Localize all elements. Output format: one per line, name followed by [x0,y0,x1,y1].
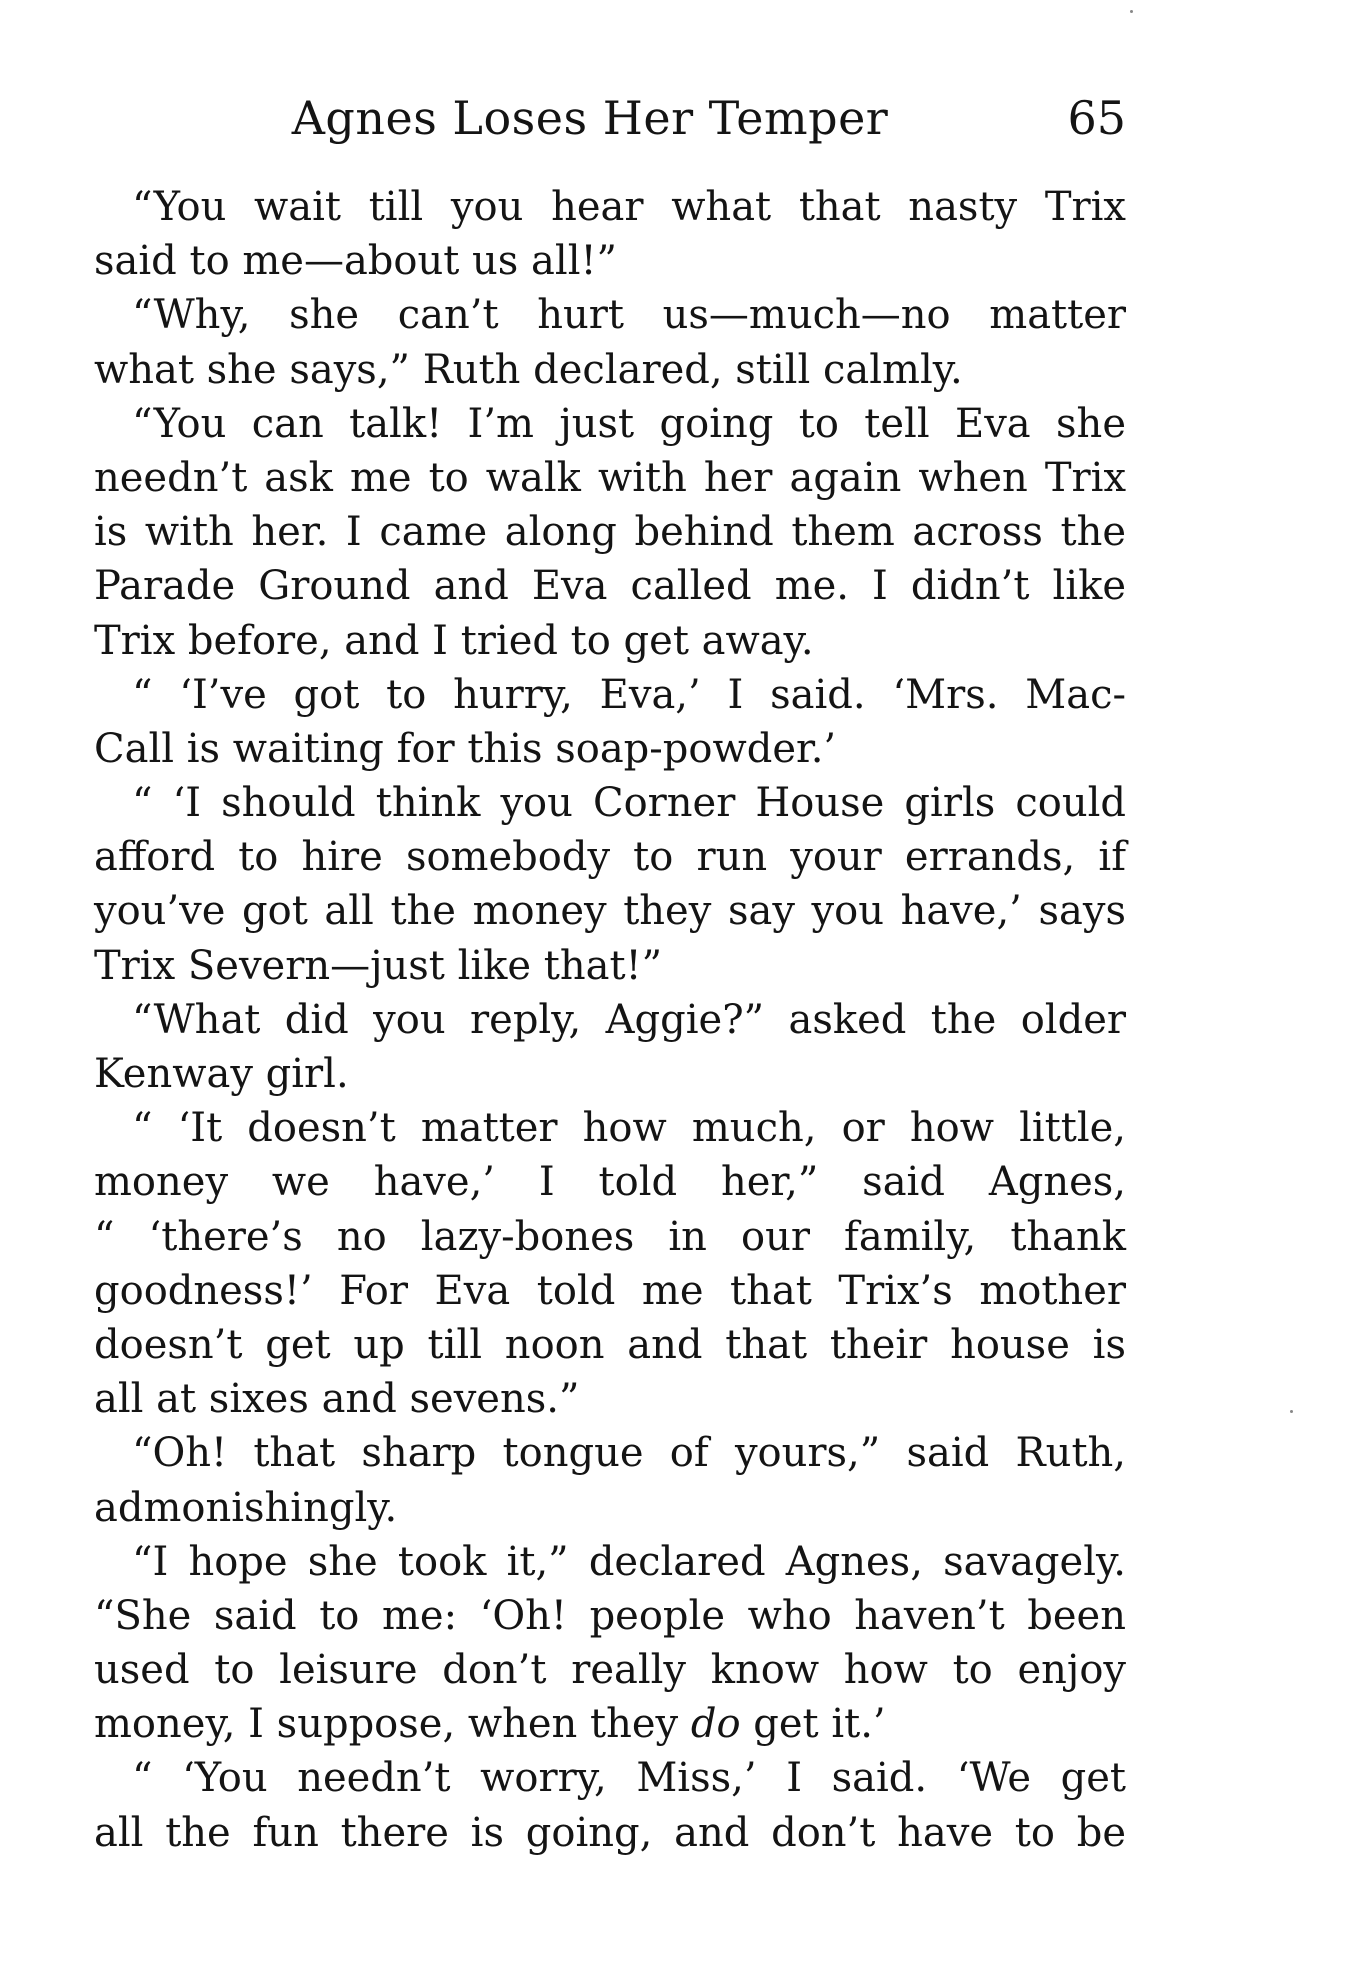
italic-word: do [690,1701,741,1748]
text-line: “I hope she took it,” declared Agnes, savagely. [132,1538,1126,1585]
running-title: Agnes Loses Her Temper [291,91,889,145]
text-line: goodness!’ For Eva told me that Trix’s mother [94,1267,1126,1314]
text-line: what she says,” Ruth declared, still calmly. [94,346,963,393]
text-line: doesn’t get up till noon and that their house is [94,1321,1126,1368]
text-line: needn’t ask me to walk with her again when Trix [94,454,1126,501]
text-line: said to me—about us all!” [94,238,618,285]
text-line: all at sixes and sevens.” [94,1376,580,1423]
text-line: “You can talk! I’m just going to tell Eva she [132,400,1126,447]
text-line: “You wait till you hear what that nasty Trix [132,184,1126,230]
page-number: 65 [1067,91,1126,145]
text-line: “ ‘You needn’t worry, Miss,’ I said. ‘We get [132,1755,1126,1802]
text-line: “Why, she can’t hurt us—much—no matter [132,292,1126,339]
text-line: Trix Severn—just like that!” [94,942,663,989]
text-line: Kenway girl. [94,1051,349,1097]
text-line: admonishingly. [94,1484,398,1531]
text-line: “ ‘I should think you Corner House girls could [132,780,1126,827]
body-text [94,180,1126,1860]
text-line: afford to hire somebody to run your errands, if [94,834,1126,881]
text-line: “ ‘It doesn’t matter how much, or how little, [132,1105,1126,1152]
text-line: is with her. I came along behind them across the [94,509,1126,556]
paper-speck [1290,1410,1293,1413]
text-line: “ ‘I’ve got to hurry, Eva,’ I said. ‘Mrs. Mac- [132,671,1126,718]
text-line: “ ‘there’s no lazy-bones in our family, thank [94,1213,1126,1260]
text-line: you’ve got all the money they say you have,’ says [94,888,1126,935]
text-line: money, I suppose, when they do get it.’ [94,1701,886,1748]
text-line: Call is waiting for this soap-powder.’ [94,725,837,772]
text-line: “She said to me: ‘Oh! people who haven’t been [94,1592,1126,1639]
page-header [94,88,1126,148]
text-line: Parade Ground and Eva called me. I didn’t like [94,563,1126,610]
text-line: “Oh! that sharp tongue of yours,” said Ruth, [132,1430,1126,1477]
paper-speck [1130,10,1133,13]
text-line: Trix before, and I tried to get away. [94,617,814,664]
text-line: all the fun there is going, and don’t have to be [94,1809,1126,1856]
text-line: used to leisure don’t really know how to enjoy [94,1647,1126,1694]
text-line: “What did you reply, Aggie?” asked the older [132,996,1126,1043]
text-line: money we have,’ I told her,” said Agnes, [94,1159,1126,1206]
